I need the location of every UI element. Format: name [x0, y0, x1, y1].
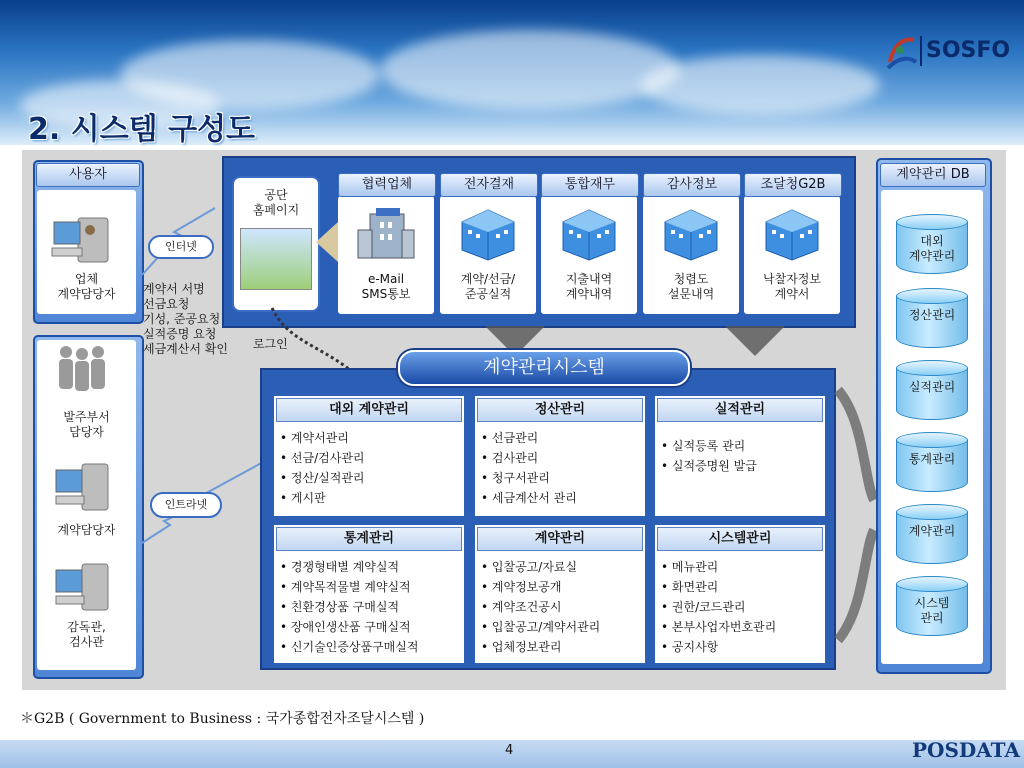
- system-module: [473, 394, 647, 518]
- computer-user-icon: [50, 212, 114, 268]
- external-system-desc: 계약/선금/ 준공실적: [460, 272, 516, 301]
- footnote: ＊G2B ( Government to Business : 국가종합전자조달시스템 ): [20, 711, 425, 727]
- module-item: • 계약정보공개: [481, 577, 645, 597]
- building-icon: [762, 206, 822, 262]
- homepage-label: 공단 홈페이지: [252, 188, 300, 217]
- page-number: 4: [505, 743, 514, 758]
- footer-logo: POSDATA: [912, 738, 1020, 762]
- external-system-desc: 낙찰자정보 계약서: [763, 272, 821, 301]
- module-items: [475, 428, 645, 508]
- system-module: [473, 523, 647, 665]
- module-item: • 계약조건공시: [481, 597, 645, 617]
- external-system-desc: 청렴도 설문내역: [667, 272, 715, 301]
- dept-user-label: 발주부서 담당자: [63, 410, 110, 439]
- module-item: • 권한/코드관리: [661, 597, 825, 617]
- flow-note: 기성, 준공요청: [143, 312, 221, 326]
- module-item: • 공지사항: [661, 637, 825, 657]
- module-item: • 게시판: [280, 488, 464, 508]
- module-item: • 정산/실적관리: [280, 468, 464, 488]
- database-cylinder: [896, 576, 968, 636]
- database-cylinder: [896, 432, 968, 492]
- arrow-left-icon: [316, 222, 338, 262]
- module-items: [475, 557, 645, 657]
- login-label: 로그인: [253, 337, 288, 351]
- homepage-thumbnail: [240, 228, 312, 290]
- database-cylinder: [896, 360, 968, 420]
- flow-notes: [143, 282, 228, 357]
- module-item: • 본부사업자번호관리: [661, 617, 825, 637]
- database-label: 시스템 관리: [914, 596, 950, 625]
- module-title: 통계관리: [276, 527, 462, 551]
- database-cylinder: [896, 214, 968, 274]
- database-cylinder: [896, 504, 968, 564]
- module-items: [655, 557, 825, 657]
- module-item: • 입찰공고/계약서관리: [481, 617, 645, 637]
- external-system-name: 전자결재: [440, 173, 538, 197]
- people-group-icon: [52, 344, 112, 406]
- db-arrows: [834, 380, 880, 650]
- system-module: [272, 394, 466, 518]
- users-header: 사용자: [36, 163, 140, 187]
- module-items: [274, 428, 464, 508]
- module-item: • 업체정보관리: [481, 637, 645, 657]
- module-item: • 메뉴관리: [661, 557, 825, 577]
- contract-user-label: 계약담당자: [57, 523, 116, 537]
- module-title: 실적관리: [657, 398, 823, 422]
- module-item: • 선금/검사관리: [280, 448, 464, 468]
- external-system-desc: e-Mail SMS통보: [361, 272, 411, 301]
- module-item: • 친환경상품 구매실적: [280, 597, 464, 617]
- system-module: [653, 523, 827, 665]
- company-user-label: 업체 계약담당자: [57, 272, 116, 301]
- building-icon: [559, 206, 619, 262]
- module-item: • 장애인생산품 구매실적: [280, 617, 464, 637]
- external-system-name: 통합재무: [541, 173, 639, 197]
- flow-note: 실적증명 요청: [143, 327, 217, 341]
- system-module: [653, 394, 827, 518]
- intranet-cloud: 인트라넷: [150, 492, 222, 518]
- building-icon: [458, 206, 518, 262]
- building-icon: [661, 206, 721, 262]
- module-item: • 화면관리: [661, 577, 825, 597]
- system-title: 계약관리시스템: [398, 350, 690, 386]
- database-label: 통계관리: [908, 452, 956, 466]
- module-item: • 청구서관리: [481, 468, 645, 488]
- external-system-name: 감사정보: [643, 173, 741, 197]
- system-module: [272, 523, 466, 665]
- module-title: 계약관리: [477, 527, 643, 551]
- logo-text: SOSFO: [926, 38, 1011, 63]
- flow-note: 선금요청: [143, 297, 190, 311]
- module-item: • 실적등록 관리: [661, 436, 825, 456]
- module-title: 시스템관리: [657, 527, 823, 551]
- module-item: • 계약목적물별 계약실적: [280, 577, 464, 597]
- module-title: 대외 계약관리: [276, 398, 462, 422]
- module-items: [655, 436, 825, 476]
- module-item: • 신기술인증상품구매실적: [280, 637, 464, 657]
- auditor-label: 감독관, 검사관: [67, 620, 106, 649]
- flow-note: 계약서 서명: [143, 282, 205, 296]
- db-header: 계약관리 DB: [880, 163, 986, 187]
- workstation-icon: [54, 560, 114, 616]
- module-item: • 실적증명원 발급: [661, 456, 825, 476]
- module-item: • 계약서관리: [280, 428, 464, 448]
- module-item: • 세금계산서 관리: [481, 488, 645, 508]
- page-title: 2. 시스템 구성도: [28, 112, 256, 147]
- database-cylinder: [896, 288, 968, 348]
- flow-note: 세금계산서 확인: [143, 342, 228, 356]
- workstation-icon: [54, 460, 114, 516]
- external-system-desc: 지출내역 계약내역: [565, 272, 613, 301]
- module-title: 정산관리: [477, 398, 643, 422]
- database-label: 계약관리: [908, 524, 956, 538]
- module-item: • 경쟁형태별 계약실적: [280, 557, 464, 577]
- database-label: 대외 계약관리: [908, 234, 956, 263]
- database-label: 실적관리: [908, 380, 956, 394]
- module-item: • 선금관리: [481, 428, 645, 448]
- module-item: • 입찰공고/자료실: [481, 557, 645, 577]
- internet-cloud: 인터넷: [148, 235, 214, 259]
- external-system-name: 협력업체: [338, 173, 436, 197]
- logo-mark-icon: [884, 32, 918, 72]
- module-item: • 검사관리: [481, 448, 645, 468]
- database-label: 정산관리: [908, 308, 956, 322]
- external-system-name: 조달청G2B: [744, 173, 842, 197]
- module-items: [274, 557, 464, 657]
- bank-building-icon: [356, 206, 416, 262]
- sosfo-logo: [884, 30, 1014, 74]
